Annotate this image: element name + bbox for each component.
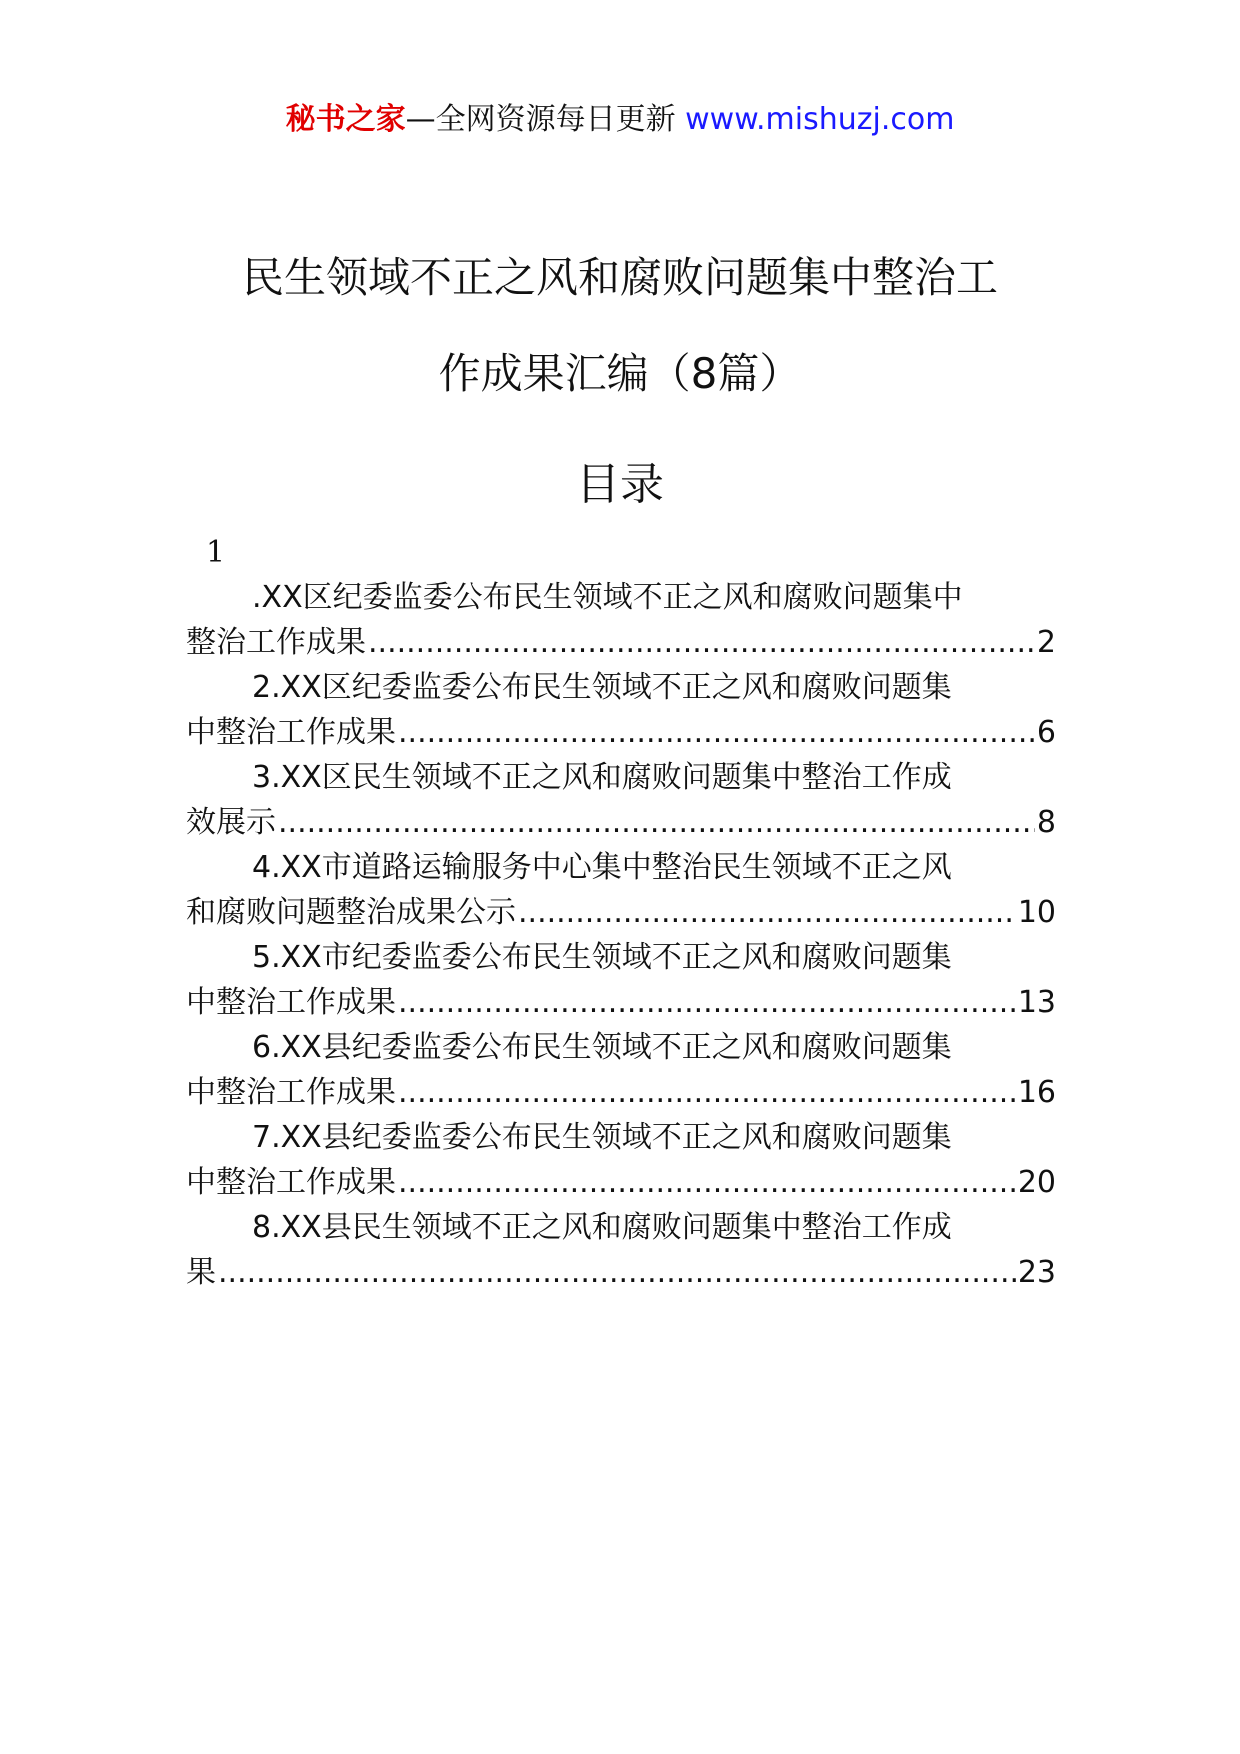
toc-leader-dots [218, 1250, 1016, 1295]
toc-page-number: 13 [1017, 985, 1056, 1020]
toc-entry-title: 7.XX县纪委监委公布民生领域不正之风和腐败问题集 [252, 1120, 952, 1155]
toc-entry[interactable] [186, 755, 1056, 845]
toc-leader-dots [278, 800, 1035, 845]
toc-page-number: 2 [1036, 625, 1056, 660]
toc-page-number: 6 [1036, 715, 1056, 750]
toc-leader-dots [398, 710, 1035, 755]
toc-entry-title: 3.XX区民生领域不正之风和腐败问题集中整治工作成 [252, 760, 952, 795]
toc-entry-title-end: 果 [186, 1255, 216, 1290]
toc-entry-title-end: 效展示 [186, 805, 276, 840]
toc-entry-continuation [186, 620, 1056, 665]
toc-entry-title: 5.XX市纪委监委公布民生领域不正之风和腐败问题集 [252, 940, 952, 975]
toc-entry[interactable] [186, 665, 1056, 755]
toc-leader-dots [368, 620, 1035, 665]
document-title-line-1: 民生领域不正之风和腐败问题集中整治工 [241, 253, 998, 302]
site-banner [0, 100, 1240, 140]
toc-entry-continuation [186, 980, 1056, 1025]
toc-entry-title: 2.XX区纪委监委公布民生领域不正之风和腐败问题集 [252, 670, 952, 705]
toc-entry-continuation [186, 800, 1056, 845]
brand-tagline: —全网资源每日更新 [405, 102, 676, 137]
toc-entry[interactable] [186, 1025, 1056, 1115]
toc-entry-continuation [186, 1250, 1056, 1295]
toc-entry[interactable] [186, 935, 1056, 1025]
toc-entry-continuation [186, 890, 1056, 935]
toc-leader-dots [398, 980, 1016, 1025]
toc-leader-dots [398, 1070, 1016, 1115]
toc-entry-continuation [186, 1070, 1056, 1115]
toc-entry-continuation [186, 710, 1056, 755]
toc-page-number: 16 [1017, 1075, 1056, 1110]
toc-entry-title-end: 中整治工作成果 [186, 1165, 396, 1200]
toc-lead-number: 1 [206, 535, 226, 570]
toc-page-number: 8 [1036, 805, 1056, 840]
table-of-contents [186, 575, 1056, 1295]
toc-entry[interactable] [186, 1205, 1056, 1295]
toc-leader-dots [398, 1160, 1016, 1205]
toc-entry-title-end: 中整治工作成果 [186, 715, 396, 750]
toc-entry-title: 8.XX县民生领域不正之风和腐败问题集中整治工作成 [252, 1210, 952, 1245]
toc-entry-title-end: 和腐败问题整治成果公示 [186, 895, 516, 930]
toc-entry-title: 6.XX县纪委监委公布民生领域不正之风和腐败问题集 [252, 1030, 952, 1065]
toc-page-number: 20 [1017, 1165, 1056, 1200]
toc-entry-title-end: 中整治工作成果 [186, 985, 396, 1020]
toc-entry[interactable] [186, 845, 1056, 935]
toc-page-number: 23 [1017, 1255, 1056, 1290]
document-title [150, 230, 1090, 422]
toc-leader-dots [518, 890, 1016, 935]
toc-entry-title: 4.XX市道路运输服务中心集中整治民生领域不正之风 [252, 850, 952, 885]
toc-entry-title: .XX区纪委监委公布民生领域不正之风和腐败问题集中 [252, 580, 963, 615]
toc-page-number: 10 [1017, 895, 1056, 930]
toc-entry-continuation [186, 1160, 1056, 1205]
toc-entry-title-end: 整治工作成果 [186, 625, 366, 660]
toc-entry-title-end: 中整治工作成果 [186, 1075, 396, 1110]
toc-entry[interactable] [186, 575, 1056, 665]
site-url-link[interactable]: www.mishuzj.com [685, 102, 955, 137]
brand-name: 秘书之家 [285, 102, 406, 137]
toc-entry[interactable] [186, 1115, 1056, 1205]
toc-heading: 目录 [576, 459, 664, 510]
document-title-line-2: 作成果汇编（8篇） [438, 349, 802, 398]
